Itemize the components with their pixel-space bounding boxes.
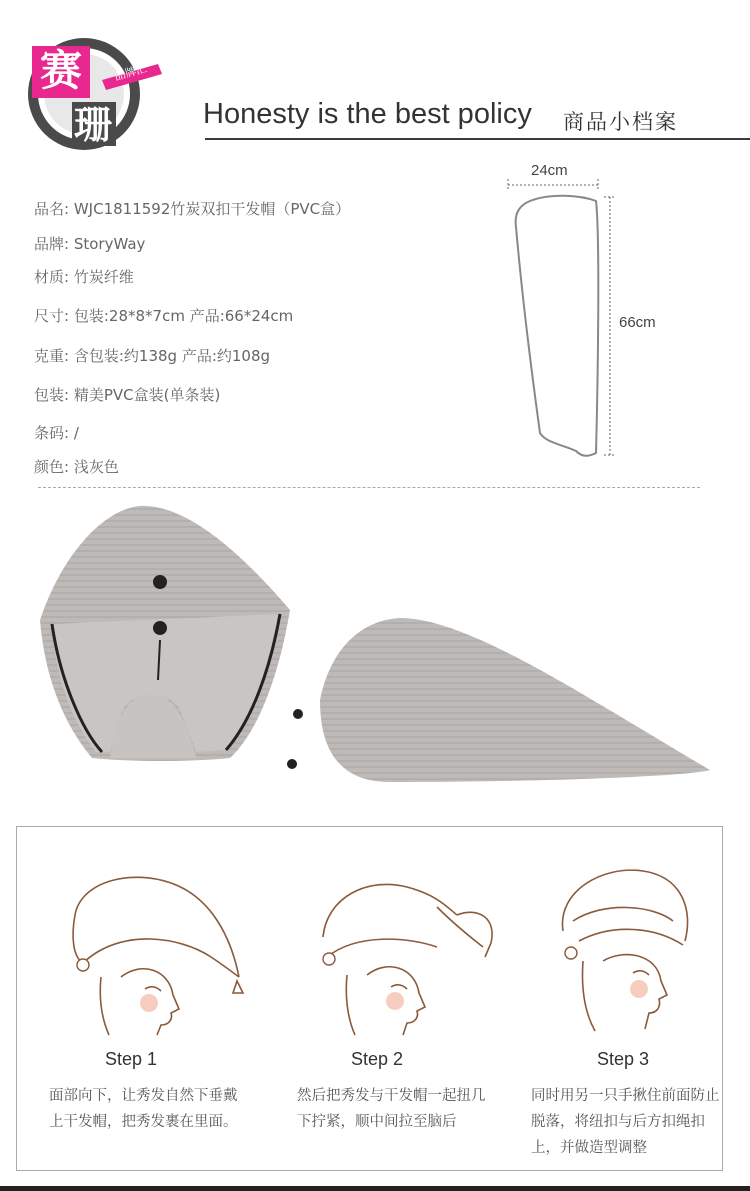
spec-label: 材质: xyxy=(34,268,70,286)
step-1-illustration xyxy=(61,867,261,1037)
spec-weight xyxy=(34,345,270,366)
spec-label: 尺寸: xyxy=(34,307,70,325)
product-photo xyxy=(30,500,720,800)
step-3-illustration xyxy=(543,861,723,1037)
section-tag: 商品小档案 xyxy=(563,110,678,134)
logo-char-2: 珊 xyxy=(74,103,113,147)
step-1-title: Step 1 xyxy=(105,1049,158,1069)
spec-value: 含包装:约138g 产品:约108g xyxy=(73,347,271,365)
step-1-text: 面部向下，让秀发自然下垂戴上干发帽，把秀发裹在里面。 xyxy=(49,1088,238,1130)
bottom-divider xyxy=(0,1186,750,1191)
spec-value: 浅灰色 xyxy=(73,458,119,476)
logo-char-1: 赛 xyxy=(40,46,83,95)
spec-divider xyxy=(38,487,700,488)
spec-value: WJC1811592竹炭双扣干发帽（PVC盒） xyxy=(73,200,351,218)
spec-value: StoryWay xyxy=(73,235,146,253)
dimension-diagram xyxy=(500,175,630,465)
spec-label: 包装: xyxy=(34,386,70,404)
spec-material xyxy=(34,266,134,287)
spec-size xyxy=(34,305,293,326)
spec-color xyxy=(34,456,119,477)
slogan: Honesty is the best policy xyxy=(203,98,532,130)
spec-value: 竹炭纤维 xyxy=(73,268,134,286)
step-2-illustration xyxy=(307,867,507,1037)
spec-label: 品名: xyxy=(34,200,70,218)
spec-name xyxy=(34,198,350,219)
step-2-title: Step 2 xyxy=(351,1049,404,1069)
length-label: 66cm xyxy=(619,314,656,331)
spec-label: 颜色: xyxy=(34,458,70,476)
usage-steps-panel xyxy=(16,826,723,1171)
header-divider xyxy=(205,138,750,140)
step-3-text: 同时用另一只手揪住前面防止脱落，将纽扣与后方扣绳扣上，并做造型调整 xyxy=(531,1088,720,1156)
spec-label: 克重: xyxy=(34,347,70,365)
step-2-text: 然后把秀发与干发帽一起扭几下拧紧，顺中间拉至脑后 xyxy=(297,1088,486,1130)
brand-logo xyxy=(22,24,167,154)
spec-value: 包装:28*8*7cm 产品:66*24cm xyxy=(73,307,294,325)
logo-sub: 品牌汇 xyxy=(112,61,149,84)
spec-value: / xyxy=(73,424,79,442)
width-label: 24cm xyxy=(531,162,568,179)
spec-label: 条码: xyxy=(34,424,70,442)
spec-package xyxy=(34,384,220,405)
spec-barcode xyxy=(34,422,79,443)
step-3-title: Step 3 xyxy=(597,1049,650,1069)
spec-value: 精美PVC盒装(单条装) xyxy=(73,386,221,404)
spec-brand xyxy=(34,233,145,254)
spec-label: 品牌: xyxy=(34,235,70,253)
